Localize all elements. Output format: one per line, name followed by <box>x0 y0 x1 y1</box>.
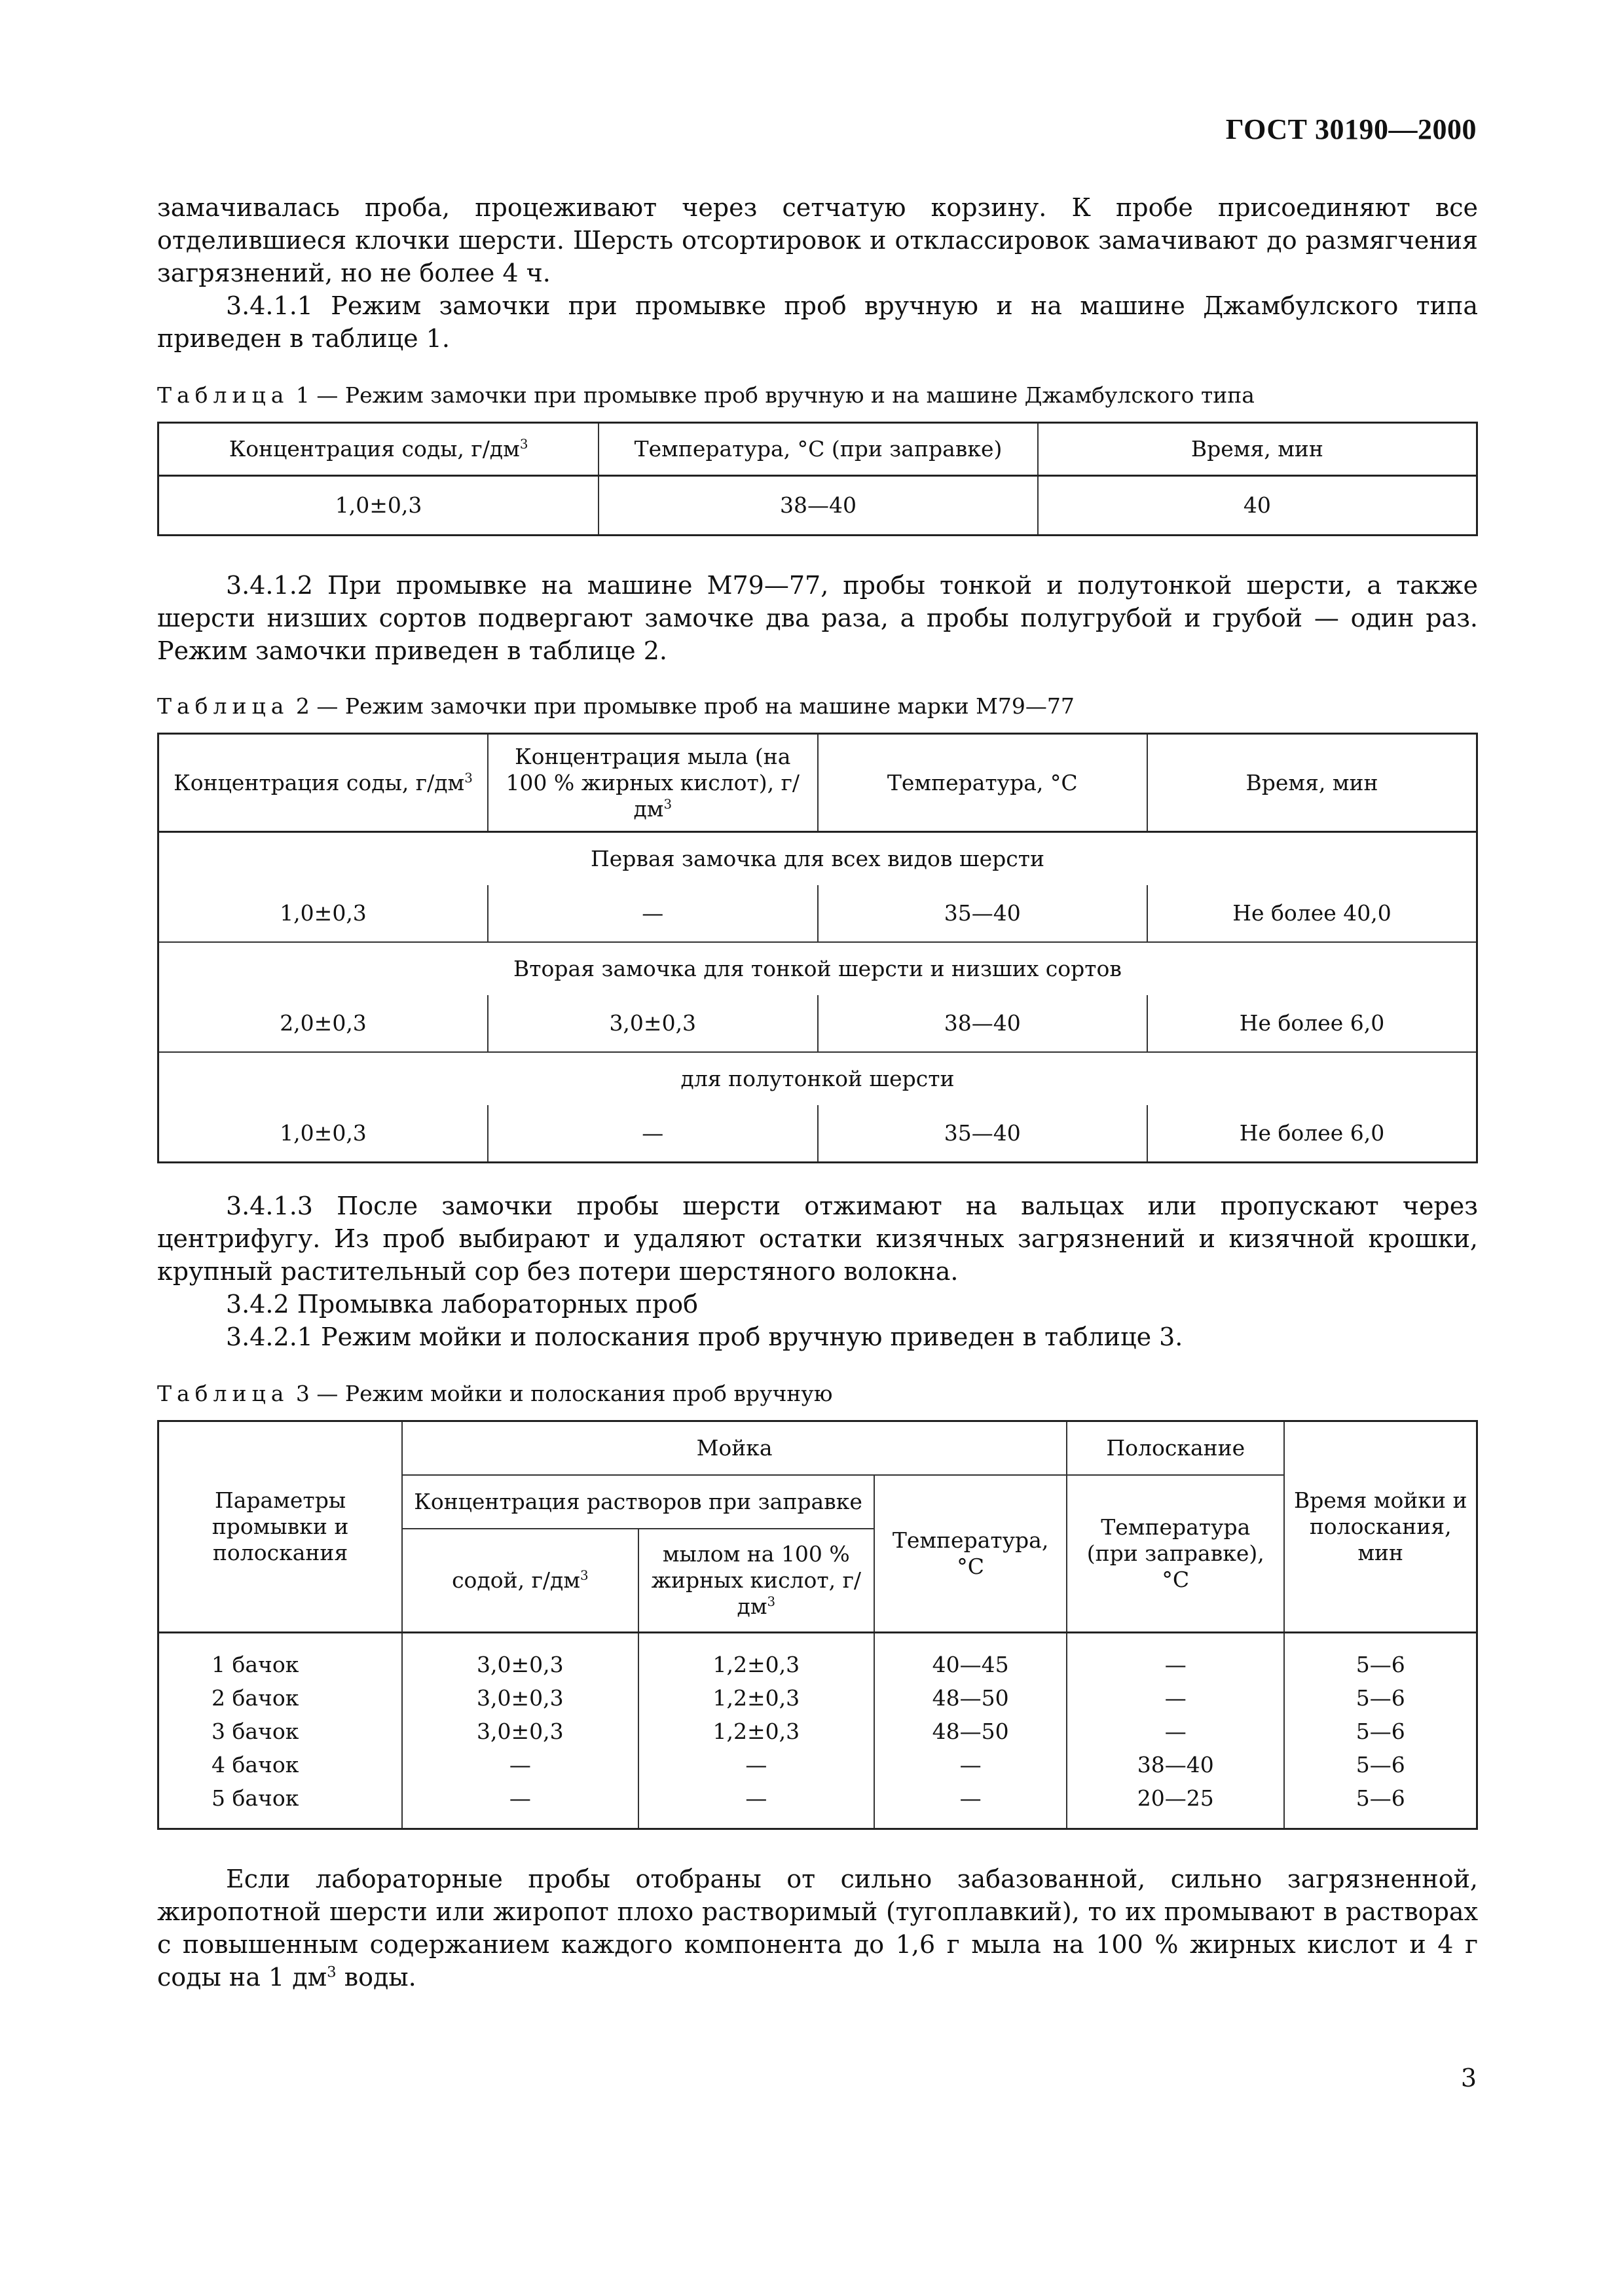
table3-cell: 2 бачок <box>212 1685 299 1711</box>
table3-header-row <box>158 1421 1477 1476</box>
table2-cell: 38—40 <box>818 995 1148 1052</box>
table3-cell: 3,0±0,3 <box>477 1685 564 1711</box>
table3-cell: — <box>1164 1685 1187 1711</box>
table1-row <box>158 476 1477 536</box>
table2-header-row <box>158 734 1477 832</box>
clause-3-4-1-1: 3.4.1.1 Режим замочки при промывке проб вручную и на машине Джамбулского типа приведен в таблице 1. <box>157 291 1478 353</box>
table3-cell: — <box>959 1752 982 1777</box>
table2-cell: 1,0±0,3 <box>158 1105 488 1163</box>
table2-caption-text: 2 — Режим замочки при промывке проб на машине марки М79—77 <box>289 693 1075 719</box>
table3-cell: 5—6 <box>1355 1685 1405 1711</box>
table2-cell: — <box>488 885 818 942</box>
table1-header-cell: Температура, °С (при заправке) <box>599 423 1038 476</box>
clause-3-4-1-3: 3.4.1.3 После замочки пробы шерсти отжимают на вальцах или пропускают через центрифугу. Из проб выбирают и удаляют остатки кизячных загрязнений и кизячной крошки, крупный растительный сор без потери шерстяного волокна. <box>157 1192 1478 1286</box>
table2-group-row <box>158 942 1477 995</box>
table3-cell: 4 бачок <box>212 1752 299 1777</box>
table3-cell: 5—6 <box>1355 1785 1405 1811</box>
table3-cell: — <box>745 1752 767 1777</box>
table3-col-soap <box>638 1633 875 1829</box>
table3-cell: — <box>1164 1652 1187 1677</box>
table3-cell: 38—40 <box>1137 1752 1214 1777</box>
table3-header-time: Время мойки и полоскания, мин <box>1284 1421 1477 1633</box>
table3-caption-word: Таблица <box>157 1381 289 1406</box>
table3-cell: 5—6 <box>1355 1652 1405 1677</box>
table3-cell: 40—45 <box>932 1652 1009 1677</box>
table3-header-temp-wash: Температура, °С <box>874 1475 1067 1633</box>
table3-cell: — <box>745 1785 767 1811</box>
table1-cell: 40 <box>1038 476 1477 536</box>
table3-cell: 1,2±0,3 <box>712 1652 800 1677</box>
closing-paragraph: Если лабораторные пробы отобраны от сильно забазованной, сильно загрязненной, жиропотной шерсти или жиропот плохо растворимый (тугоплавкий), то их промывают в растворах с повышенным содержанием каждого компонента до 1,6 г мыла на 100 % жирных кислот и 4 г соды на 1 $дм^3$ воды. <box>157 1865 1478 1992</box>
table3-cell: 5—6 <box>1355 1719 1405 1744</box>
table3-cell: 1 бачок <box>212 1652 299 1677</box>
table2-cell: 3,0±0,3 <box>488 995 818 1052</box>
table3-cell: — <box>959 1785 982 1811</box>
table2-cell: 35—40 <box>818 885 1148 942</box>
table3-cell: 5—6 <box>1355 1752 1405 1777</box>
table3-header-concentration: Концентрация растворов при заправке <box>402 1475 874 1529</box>
table3 <box>157 1420 1478 1830</box>
document-code: ГОСТ 30190—2000 <box>1225 113 1477 145</box>
table3-cell: 48—50 <box>932 1685 1009 1711</box>
table3-col-time <box>1284 1633 1477 1829</box>
table1 <box>157 422 1478 536</box>
table3-caption <box>157 1379 1478 1408</box>
table2-header-cell: Концентрация мыла (на 100 % жирных кислот), $г/дм^3$ <box>488 734 818 832</box>
table3-cell: 3,0±0,3 <box>477 1719 564 1744</box>
table1-caption-text: 1 — Режим замочки при промывке проб вручную и на машине Джамбулского типа <box>289 382 1255 408</box>
table2-header-cell: Время, мин <box>1147 734 1477 832</box>
table2-cell: — <box>488 1105 818 1163</box>
table3-cell: — <box>509 1752 531 1777</box>
table2-row <box>158 995 1477 1052</box>
table1-header-row <box>158 423 1477 476</box>
table2-row <box>158 1105 1477 1163</box>
table3-cell: 48—50 <box>932 1719 1009 1744</box>
table1-caption-word: Таблица <box>157 382 289 408</box>
table2-group-row <box>158 1052 1477 1105</box>
clause-3-4-2: 3.4.2 Промывка лабораторных проб <box>226 1290 699 1319</box>
table2-header-cell: Температура, °С <box>818 734 1148 832</box>
table3-cell: 1,2±0,3 <box>712 1685 800 1711</box>
table2-cell: Не более 6,0 <box>1147 995 1477 1052</box>
table2 <box>157 733 1478 1163</box>
table2-cell: Не более 40,0 <box>1147 885 1477 942</box>
table3-header-rinse: Полоскание <box>1067 1421 1284 1476</box>
table3-cell: 3 бачок <box>212 1719 299 1744</box>
table3-cell: 5 бачок <box>212 1785 299 1811</box>
table2-group-label: Вторая замочка для тонкой шерсти и низших сортов <box>158 942 1477 995</box>
page-number: 3 <box>1460 2064 1477 2092</box>
table3-cell: 20—25 <box>1137 1785 1214 1811</box>
table2-cell: 35—40 <box>818 1105 1148 1163</box>
table2-cell: 1,0±0,3 <box>158 885 488 942</box>
table1-header-cell: Концентрация соды, $г/дм^3$ <box>158 423 599 476</box>
table3-cell: — <box>1164 1719 1187 1744</box>
clause-3-4-2-1: 3.4.2.1 Режим мойки и полоскания проб вручную приведен в таблице 3. <box>226 1322 1183 1351</box>
table3-cell: — <box>509 1785 531 1811</box>
table3-header-soap: мылом на 100 % жирных кислот, $г/дм^3$ <box>638 1529 875 1633</box>
table3-col-soda <box>402 1633 638 1829</box>
table3-cell: 3,0±0,3 <box>477 1652 564 1677</box>
table2-header-cell: Концентрация соды, $г/дм^3$ <box>158 734 488 832</box>
table1-cell: 1,0±0,3 <box>158 476 599 536</box>
table1-cell: 38—40 <box>599 476 1038 536</box>
table3-header-temp-rinse: Температура (при заправке), °С <box>1067 1475 1284 1633</box>
table2-cell: Не более 6,0 <box>1147 1105 1477 1163</box>
table2-caption <box>157 692 1478 721</box>
page-content <box>157 191 1478 1994</box>
table3-header-params: Параметры промывки и полоскания <box>158 1421 403 1633</box>
table3-header-wash: Мойка <box>402 1421 1067 1476</box>
table3-col-temp-wash <box>874 1633 1067 1829</box>
table2-group-label: для полутонкой шерсти <box>158 1052 1477 1105</box>
table3-cell: 1,2±0,3 <box>712 1719 800 1744</box>
table2-group-label: Первая замочка для всех видов шерсти <box>158 832 1477 886</box>
table3-caption-text: 3 — Режим мойки и полоскания проб вручную <box>289 1381 833 1406</box>
intro-paragraph: замачивалась проба, процеживают через сетчатую корзину. К пробе присоединяют все отделившиеся клочки шерсти. Шерсть отсортировок и отклассировок замачивают до размягчения загрязнений, но не более 4 ч. <box>157 193 1478 287</box>
clause-3-4-1-2: 3.4.1.2 При промывке на машине М79—77, пробы тонкой и полутонкой шерсти, а также шерсти низших сортов подвергают замочке два раза, а пробы полугрубой и грубой — один раз. Режим замочки приведен в таблице 2. <box>157 571 1478 665</box>
table3-header-soda: содой, $г/дм^3$ <box>402 1529 638 1633</box>
table3-col-tanks <box>158 1633 403 1829</box>
table2-caption-word: Таблица <box>157 693 289 719</box>
table2-row <box>158 885 1477 942</box>
table1-caption <box>157 381 1478 410</box>
table3-body-row <box>158 1633 1477 1829</box>
table2-group-row <box>158 832 1477 886</box>
table1-header-cell: Время, мин <box>1038 423 1477 476</box>
table2-cell: 2,0±0,3 <box>158 995 488 1052</box>
table3-col-temp-rinse <box>1067 1633 1284 1829</box>
